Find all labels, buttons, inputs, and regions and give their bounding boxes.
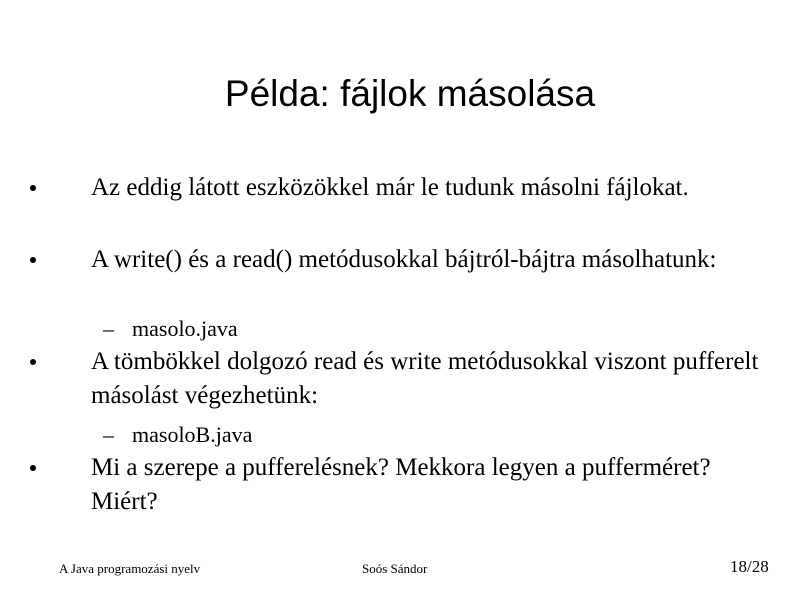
bullet-dot-icon	[30, 185, 36, 191]
footer-course-name: A Java programozási nyelv	[59, 561, 201, 576]
sub-bullet-text: masolo.java	[132, 316, 238, 341]
bullet-dot-icon	[30, 257, 36, 263]
bullet-text: Mi a szerepe a pufferelésnek? Mekkora legyen a pufferméret? Miért?	[91, 454, 711, 515]
bullet-text: Az eddig látott eszközökkel már le tudunk másolni fájlokat.	[91, 174, 689, 201]
sub-bullet-text: masoloB.java	[132, 422, 253, 447]
page-number: 18/28	[730, 557, 769, 576]
bullet-text: A write() és a read() metódusokkal bájtról-bájtra másolhatunk:	[91, 246, 717, 273]
bullet-dot-icon	[30, 465, 36, 471]
sub-bullet-dash: –	[103, 422, 114, 447]
slide-title: Példa: fájlok másolása	[224, 73, 596, 114]
bullet-text: A tömbökkel dolgozó read és write metódusokkal viszont pufferelt másolást végezhetünk:	[91, 348, 759, 409]
footer-author: Soós Sándor	[362, 561, 428, 576]
bullet-dot-icon	[30, 359, 36, 365]
sub-bullet-dash: –	[103, 316, 114, 341]
